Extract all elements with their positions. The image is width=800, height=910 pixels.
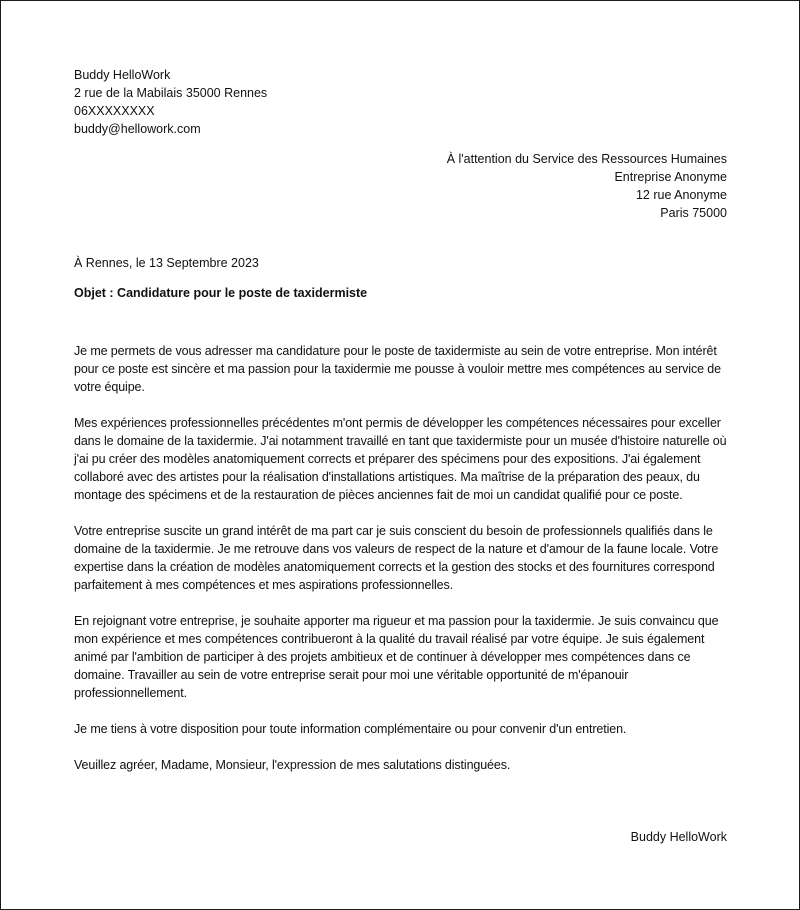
- sender-phone: 06XXXXXXXX: [74, 104, 155, 118]
- body-paragraph: En rejoignant votre entreprise, je souhaite apporter ma rigueur et ma passion pour la taxidermie. Je suis convaincu que mon expérience et mes compétences contribueront à la qualité du travail réalisé par votre équipe. Je suis également animé par l'ambition de participer à des projets ambitieux et de continuer à développer mes compétences dans ce domaine. Travailler au sein de votre entreprise serait pour moi une véritable opportunité de m'épanouir professionnellement.: [74, 614, 719, 700]
- letter-body: [74, 342, 731, 792]
- body-paragraph: Votre entreprise suscite un grand intérêt de ma part car je suis conscient du besoin de professionnels qualifiés dans le domaine de la taxidermie. Je me retrouve dans vos valeurs de respect de la nature et d'amour de la faune locale. Votre expertise dans la création de modèles anatomiquement corrects et la gestion des stocks et des fournitures correspond parfaitement à mes compétences et mes aspirations professionnelles.: [74, 524, 719, 592]
- sender-block: [74, 66, 474, 138]
- recipient-company: Entreprise Anonyme: [614, 170, 727, 184]
- body-paragraph: Je me permets de vous adresser ma candidature pour le poste de taxidermiste au sein de votre entreprise. Mon intérêt pour ce poste est sincère et ma passion pour la taxidermie me pousse à vouloir mettre mes compétences au service de votre équipe.: [74, 344, 721, 394]
- sender-address: 2 rue de la Mabilais 35000 Rennes: [74, 86, 268, 100]
- body-paragraph: Mes expériences professionnelles précédentes m'ont permis de développer les compétences nécessaires pour exceller dans le domaine de la taxidermie. J'ai notamment travaillé en tant que taxidermiste pour un musée d'histoire naturelle où j'ai pu créer des modèles anatomiquement corrects et préparer des spécimens pour des expositions. J'ai également collaboré avec des artistes pour la réalisation d'installations artistiques. Ma maîtrise de la préparation des peaux, du montage des spécimens et de la restauration de pièces anciennes fait de moi un candidat qualifié pour ce poste.: [74, 416, 727, 502]
- sender-email: buddy@hellowork.com: [74, 122, 201, 136]
- date-line: À Rennes, le 13 Septembre 2023: [74, 256, 259, 270]
- recipient-attention: À l'attention du Service des Ressources Humaines: [446, 152, 727, 166]
- sender-name: Buddy HelloWork: [74, 68, 171, 82]
- body-paragraph: Je me tiens à votre disposition pour toute information complémentaire ou pour convenir d'un entretien.: [74, 722, 627, 736]
- subject-line: Objet : Candidature pour le poste de taxidermiste: [74, 286, 368, 300]
- signature: Buddy HelloWork: [630, 830, 727, 844]
- recipient-block: [327, 150, 727, 222]
- closing-paragraph: Veuillez agréer, Madame, Monsieur, l'expression de mes salutations distinguées.: [74, 758, 511, 772]
- recipient-city: Paris 75000: [660, 206, 727, 220]
- recipient-street: 12 rue Anonyme: [635, 188, 727, 202]
